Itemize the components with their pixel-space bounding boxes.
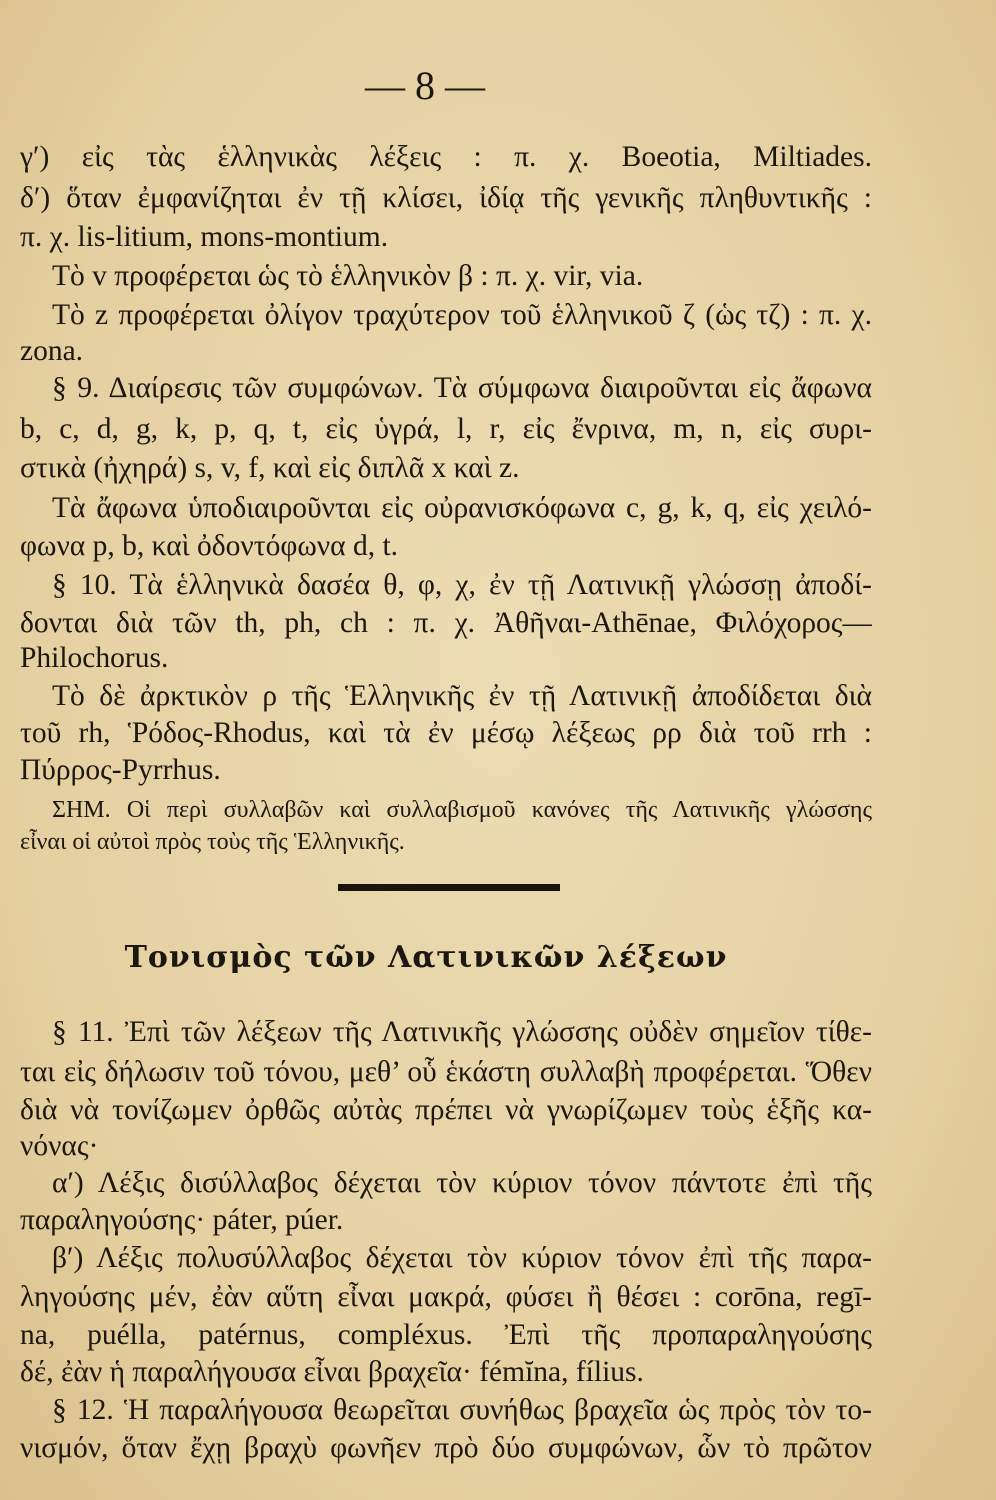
text-line: ληγούσης μέν, ἐὰν αὕτη εἶναι μακρά, φύσει ἢ θέσει : corōna, regī- [20, 1281, 872, 1313]
text-line: Τὸ z προφέρεται ὀλίγον τραχύτερον τοῦ ἑλληνικοῦ ζ (ὡς τζ) : π. χ. [52, 299, 872, 331]
text-line: νισμόν, ὅταν ἔχῃ βραχὺ φωνῆεν πρὸ δύο συμφώνων, ὧν τὸ πρῶτον [20, 1432, 872, 1464]
text-line: π. χ. lis-litium, mons-montium. [20, 221, 389, 253]
text-line: τοῦ rh, Ῥόδος-Rhodus, καὶ τὰ ἐν μέσῳ λέξεως ρρ διὰ τοῦ rrh : [20, 717, 872, 749]
text-line: § 11. Ἐπὶ τῶν λέξεων τῆς Λατινικῆς γλώσσης οὐδὲν σημεῖον τίθε- [52, 1016, 872, 1048]
text-line: Τὸ δὲ ἀρκτικὸν ρ τῆς Ἑλληνικῆς ἐν τῇ Λατινικῇ ἀποδίδεται διὰ [52, 680, 872, 712]
text-line: Πύρρος-Pyrrhus. [20, 754, 221, 786]
text-line: Philochorus. [20, 642, 169, 674]
page-number: — 8 — [365, 63, 485, 108]
text-line: δέ, ἐὰν ἡ παραλήγουσα εἶναι βραχεῖα· fémĭna, fílius. [20, 1356, 644, 1388]
text-line: § 12. Ἡ παραλήγουσα θεωρεῖται συνήθως βραχεῖα ὡς πρὸς τὸν το- [52, 1394, 872, 1426]
text-line: γ′) εἰς τὰς ἑλληνικὰς λέξεις : π. χ. Boeotia, Miltiades. [20, 141, 872, 173]
text-line: στικὰ (ἠχηρά) s, v, f, καὶ εἰς διπλᾶ x καὶ z. [20, 452, 520, 484]
text-line: § 10. Τὰ ἑλληνικὰ δασέα θ, φ, χ, ἐν τῇ Λατινικῇ γλώσσῃ ἀποδί- [52, 569, 872, 601]
text-line: νόνας· [20, 1130, 99, 1162]
text-line: § 9. Διαίρεσις τῶν συμφώνων. Τὰ σύμφωνα διαιροῦνται εἰς ἄφωνα [52, 372, 872, 404]
text-line: na, puélla, patérnus, compléxus. Ἐπὶ τῆς προπαραληγούσης [20, 1319, 872, 1351]
note-line: εἶναι οἱ αὐτοὶ πρὸς τοὺς τῆς Ἑλληνικῆς. [20, 829, 405, 855]
text-line: παραληγούσης· páter, púer. [20, 1204, 344, 1236]
text-line: α′) Λέξις δισύλλαβος δέχεται τὸν κύριον τόνον πάντοτε ἐπὶ τῆς [52, 1167, 872, 1199]
text-line: δ′) ὅταν ἐμφανίζηται ἐν τῇ κλίσει, ἰδίᾳ τῆς γενικῆς πληθυντικῆς : [20, 182, 872, 214]
text-line: zona. [20, 335, 84, 367]
text-line: β′) Λέξις πολυσύλλαβος δέχεται τὸν κύριον τόνον ἐπὶ τῆς παρα- [52, 1242, 872, 1274]
text-line: Τὰ ἄφωνα ὑποδιαιροῦνται εἰς οὐρανισκόφωνα c, g, k, q, εἰς χειλό- [52, 492, 872, 524]
section-divider [338, 884, 560, 891]
text-line: φωνα p, b, καὶ ὀδοντόφωνα d, t. [20, 530, 399, 562]
note-line: ΣΗΜ. Οἱ περὶ συλλαβῶν καὶ συλλαβισμοῦ κανόνες τῆς Λατινικῆς γλώσσης [52, 797, 872, 823]
text-line: b, c, d, g, k, p, q, t, εἰς ὑγρά, l, r, εἰς ἔνρινα, m, n, εἰς συρι- [20, 413, 872, 445]
section-heading: Τονισμὸς τῶν Λατινικῶν λέξεων [124, 940, 728, 975]
text-line: Τὸ v προφέρεται ὡς τὸ ἑλληνικὸν β : π. χ. vir, via. [52, 260, 644, 292]
text-line: δονται διὰ τῶν th, ph, ch : π. χ. Ἀθῆναι-Athēnae, Φιλόχορος— [20, 607, 872, 639]
text-line: ται εἰς δήλωσιν τοῦ τόνου, μεθ’ οὗ ἑκάστη συλλαβὴ προφέρεται. Ὅθεν [20, 1056, 872, 1088]
text-line: διὰ νὰ τονίζωμεν ὀρθῶς αὐτὰς πρέπει νὰ γνωρίζωμεν τοὺς ἑξῆς κα- [20, 1094, 872, 1126]
